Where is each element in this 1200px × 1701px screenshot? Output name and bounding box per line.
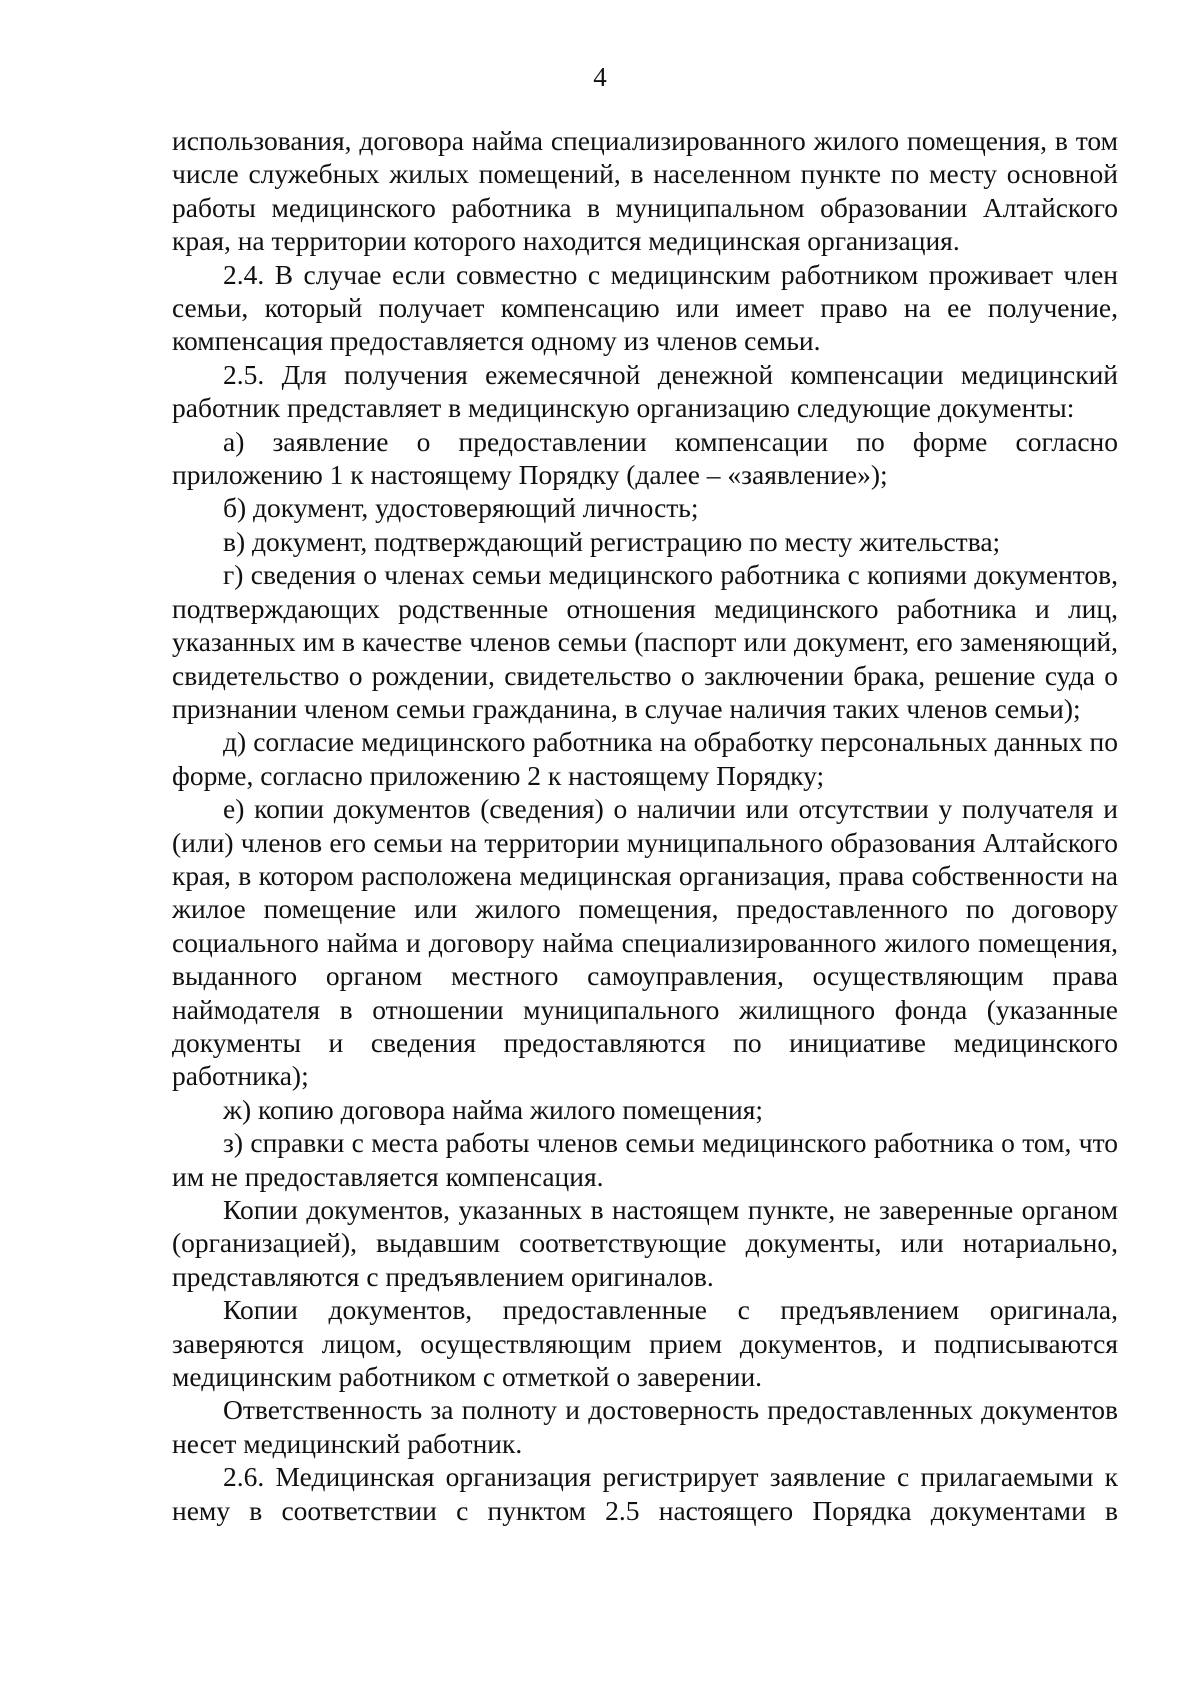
page-number: 4 [593,62,607,92]
document-body [172,124,1118,1527]
list-item-a: а) заявление о предоставлении компенсации по форме согласно приложению 1 к настоящему Порядку (далее – «заявление»); [172,425,1118,491]
paragraph-2-6: 2.6. Медицинская организация регистрирует заявление с прилагаемыми к нему в соответствии с пунктом 2.5 настоящего Порядка документами в [172,1461,1118,1526]
list-item-b: б) документ, удостоверяющий личность; [223,492,699,524]
list-item-g: г) сведения о членах семьи медицинского работника с копиями документов, подтверждающих родственные отношения медицинского работника и лиц, указанных им в качестве членов семьи (паспорт или документ, его заменяющий, свидетельство о рождении, свидетельство о заключении брака, решение суда о признании членом семьи гражданина, в случае наличия таких членов семьи); [172,559,1118,724]
paragraph-responsibility: Ответственность за полноту и достоверность предоставленных документов несет медицинский работник. [172,1394,1118,1459]
list-item-d: д) согласие медицинского работника на обработку персональных данных по форме, согласно приложению 2 к настоящему Порядку; [172,726,1118,791]
paragraph-copies-with-original: Копии документов, предоставленные с предъявлением оригинала, заверяются лицом, осуществляющим прием документов, и подписываются медицинским работником с отметкой о заверении. [172,1294,1118,1393]
list-item-zh: ж) копию договора найма жилого помещения; [223,1093,764,1125]
list-item-z: з) справки с места работы членов семьи медицинского работника о том, что им не предоставляется компенсация. [172,1127,1118,1192]
paragraph-continuation: использования, договора найма специализированного жилого помещения, в том числе служебных жилых помещений, в населенном пункте по месту основной работы медицинского работника в муниципальном образовании Алтайского края, на территории которого находится медицинская организация. [172,125,1118,257]
list-item-v: в) документ, подтверждающий регистрацию по месту жительства; [223,525,1001,557]
paragraph-copies-certified: Копии документов, указанных в настоящем пункте, не заверенные органом (организацией), выдавшим соответствующие документы, или нотариально, представляются с предъявлением оригиналов. [172,1194,1118,1292]
paragraph-2-5: 2.5. Для получения ежемесячной денежной компенсации медицинский работник представляет в медицинскую организацию следующие документы: [172,358,1118,424]
paragraph-2-4: 2.4. В случае если совместно с медицинским работником проживает член семьи, который получает компенсацию или имеет право на ее получение, компенсация предоставляется одному из членов семьи. [172,258,1118,357]
list-item-e: е) копии документов (сведения) о наличии или отсутствии у получателя и (или) членов его семьи на территории муниципального образования Алтайского края, в котором расположена медицинская организация, права собственности на жилое помещение или жилого помещения, предоставленного по договору социального найма и договору найма специализированного жилого помещения, выданного органом местного самоуправления, осуществляющим права наймодателя в отношении муниципального жилищного фонда (указанные документы и сведения предоставляются по инициативе медицинского работника); [172,793,1118,1092]
